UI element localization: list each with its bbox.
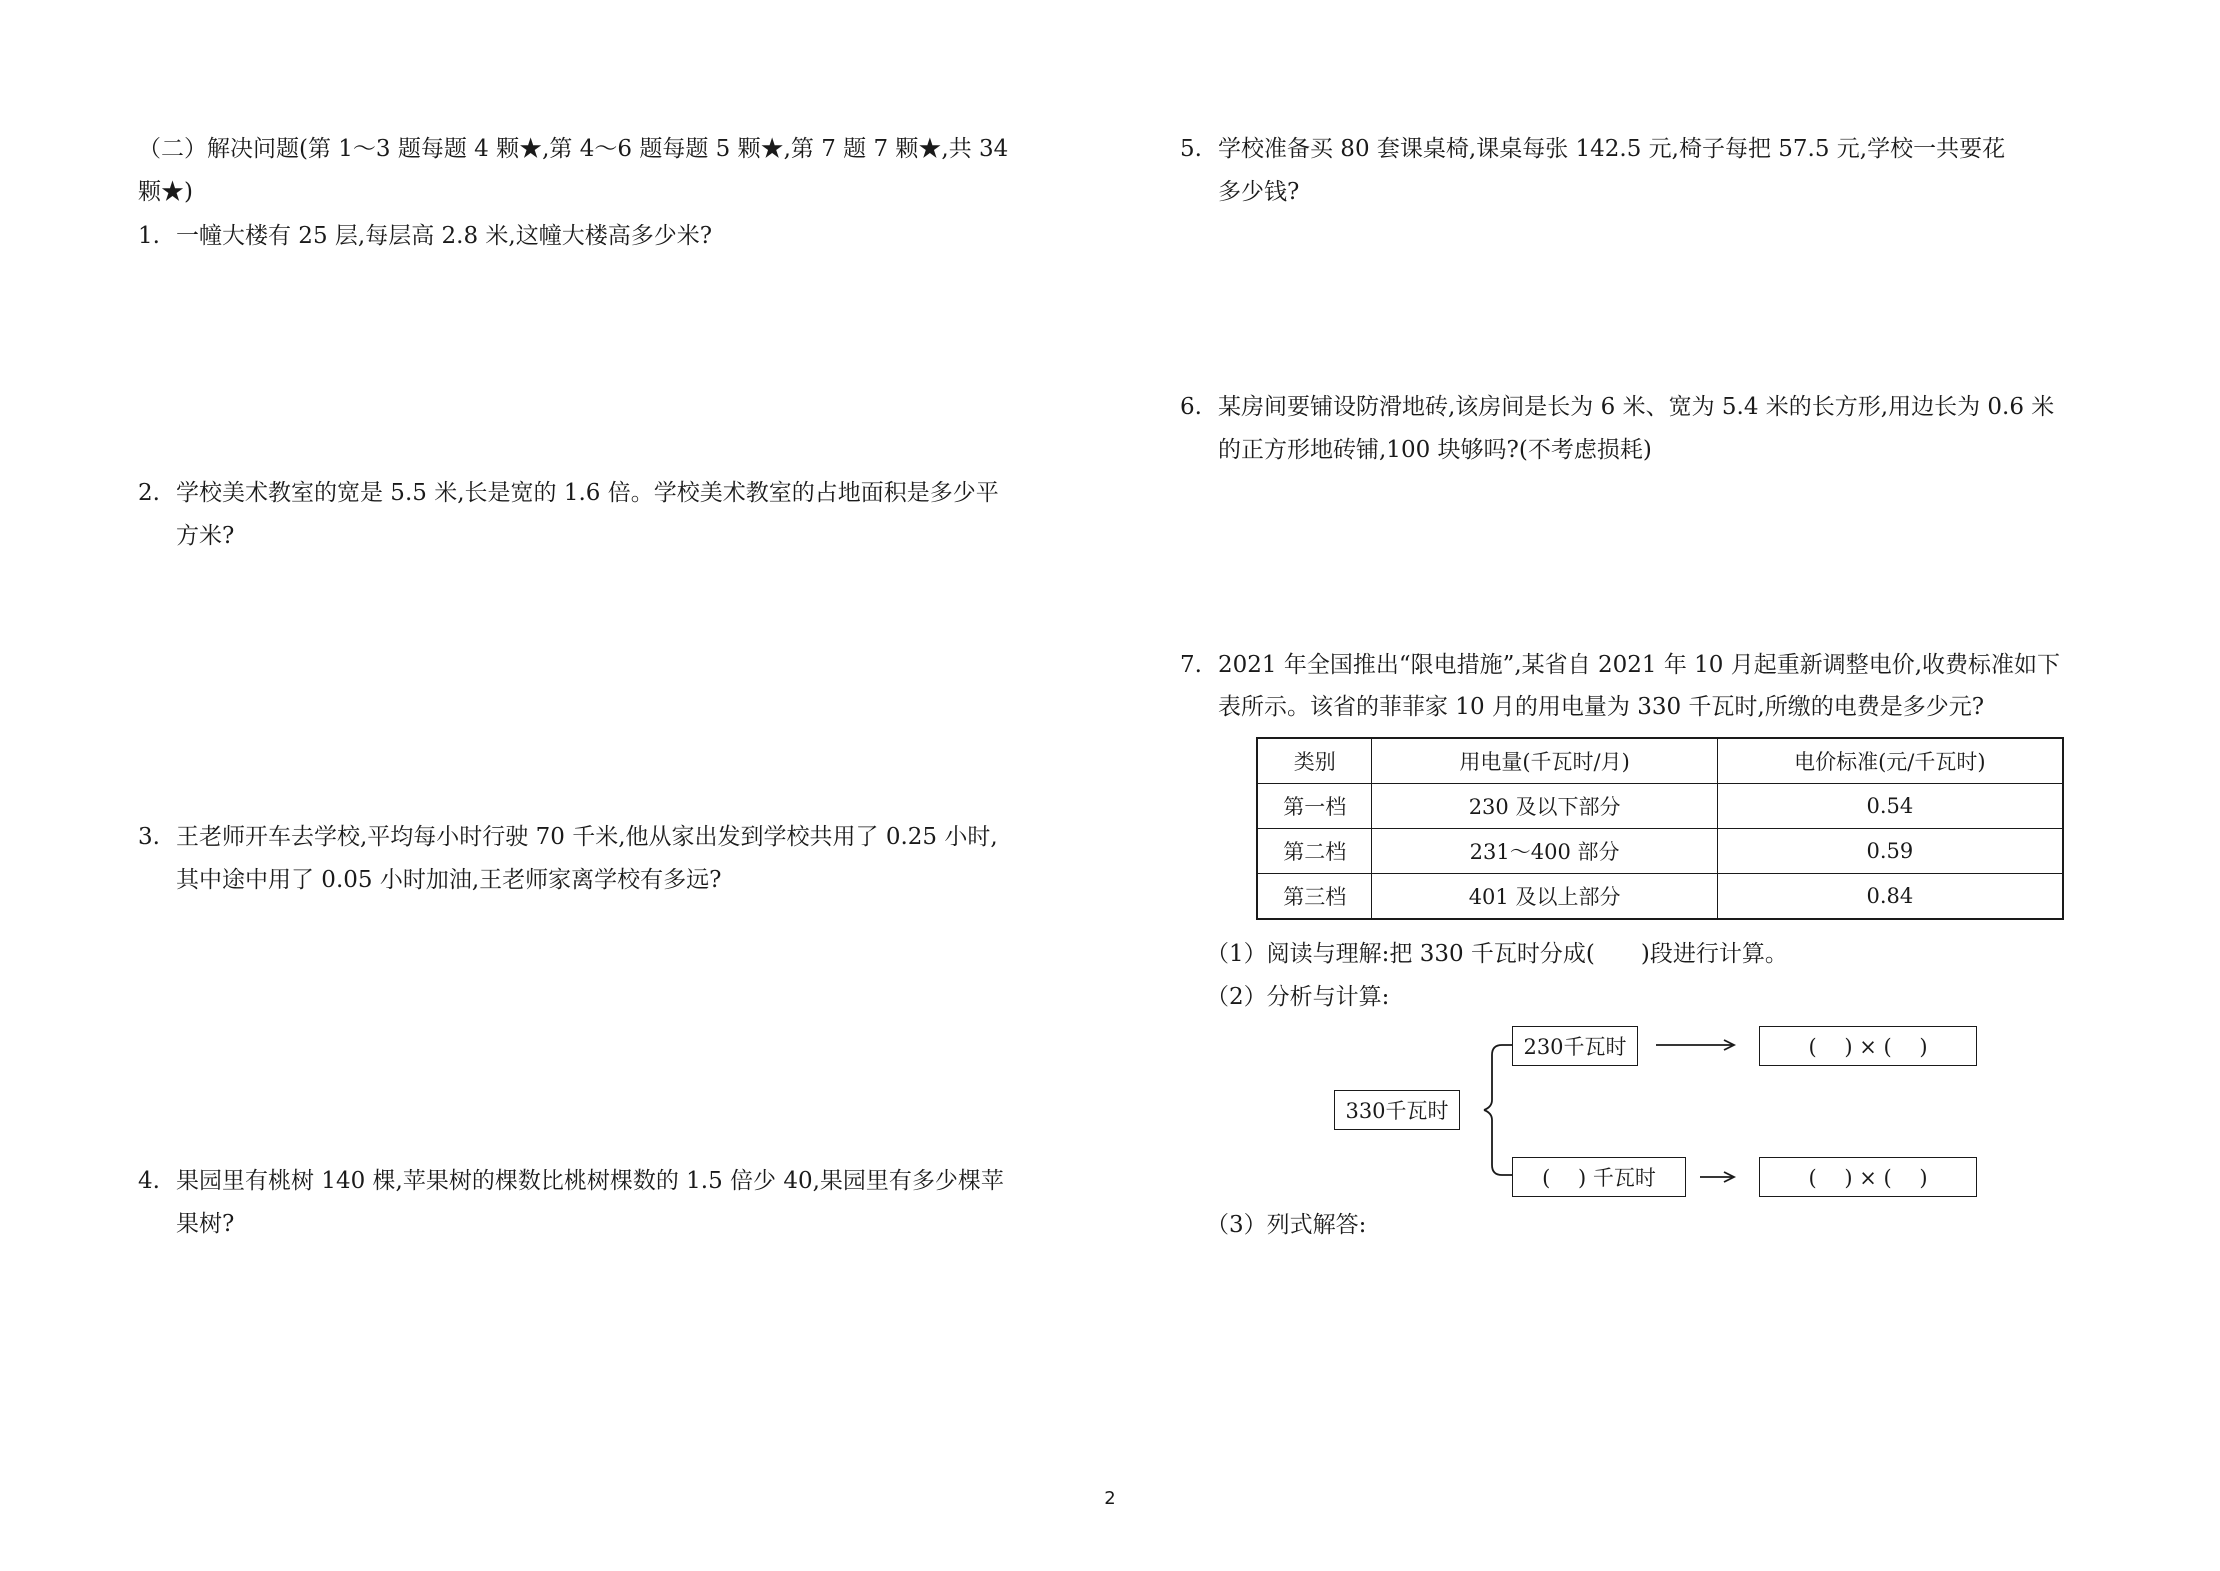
subquestion-2: （2）分析与计算: [1206,984,1390,1010]
question-text: 王老师开车去学校,平均每小时行驶 70 千米,他从家出发到学校共用了 0.25 小时, [176,824,998,850]
table-cell: 第一档 [1257,784,1372,829]
table-cell: 第二档 [1257,829,1372,874]
question-number: 4. [138,1168,160,1194]
question-number: 1. [138,223,160,249]
top-box-230kwh: 230千瓦时 [1512,1026,1638,1066]
result-box-top: ( ) × ( ) [1759,1026,1977,1066]
table-cell: 0.59 [1717,829,2063,874]
table-header-cell: 类别 [1257,738,1372,784]
page-number: 2 [1104,1488,1116,1509]
subquestion-3: （3）列式解答: [1206,1212,1367,1238]
question-4-continued: 果树? [176,1211,235,1237]
question-text: 某房间要铺设防滑地砖,该房间是长为 6 米、宽为 5.4 米的长方形,用边长为 0.6 米 [1218,394,2055,420]
table-cell: 230 及以下部分 [1372,784,1717,829]
question-7-continued: 表所示。该省的菲菲家 10 月的用电量为 330 千瓦时,所缴的电费是多少元? [1218,694,1985,720]
table-cell: 第三档 [1257,874,1372,920]
brace-lower [1484,1110,1512,1175]
table-cell: 0.84 [1717,874,2063,920]
question-number: 6. [1180,394,1202,420]
question-number: 5. [1180,136,1202,162]
table-cell: 231～400 部分 [1372,829,1717,874]
question-number: 2. [138,480,160,506]
question-5-continued: 多少钱? [1218,179,1300,205]
question-number: 7. [1180,652,1202,678]
table-header-cell: 电价标准(元/千瓦时) [1717,738,2063,784]
table-cell: 401 及以上部分 [1372,874,1717,920]
question-3-continued: 其中途中用了 0.05 小时加油,王老师家离学校有多远? [176,867,722,893]
section-title-line-1: （二）解决问题(第 1～3 题每题 4 颗★,第 4～6 题每题 5 颗★,第 7 题 7 颗★,共 34 [138,136,1009,162]
question-text: 学校美术教室的宽是 5.5 米,长是宽的 1.6 倍。学校美术教室的占地面积是多少平 [176,480,999,506]
question-text: 一幢大楼有 25 层,每层高 2.8 米,这幢大楼高多少米? [176,223,713,249]
question-number: 3. [138,824,160,850]
brace-upper [1484,1045,1512,1110]
subquestion-1: （1）阅读与理解:把 330 千瓦时分成( )段进行计算。 [1206,941,1788,967]
question-6-continued: 的正方形地砖铺,100 块够吗?(不考虑损耗) [1218,437,1652,463]
bottom-box-blank-kwh: ( ) 千瓦时 [1512,1157,1686,1197]
table-cell: 0.54 [1717,784,2063,829]
question-text: 学校准备买 80 套课桌椅,课桌每张 142.5 元,椅子每把 57.5 元,学校一共要花 [1218,136,2006,162]
section-title-line-2: 颗★) [138,179,193,205]
question-text: 果园里有桃树 140 棵,苹果树的棵数比桃树棵数的 1.5 倍少 40,果园里有多少棵苹 [176,1168,1004,1194]
table-header-cell: 用电量(千瓦时/月) [1372,738,1717,784]
root-box-330kwh: 330千瓦时 [1334,1090,1460,1130]
question-text: 2021 年全国推出“限电措施”,某省自 2021 年 10 月起重新调整电价,收费标准如下 [1218,652,2061,678]
question-2-continued: 方米? [176,523,235,549]
result-box-bottom: ( ) × ( ) [1759,1157,1977,1197]
